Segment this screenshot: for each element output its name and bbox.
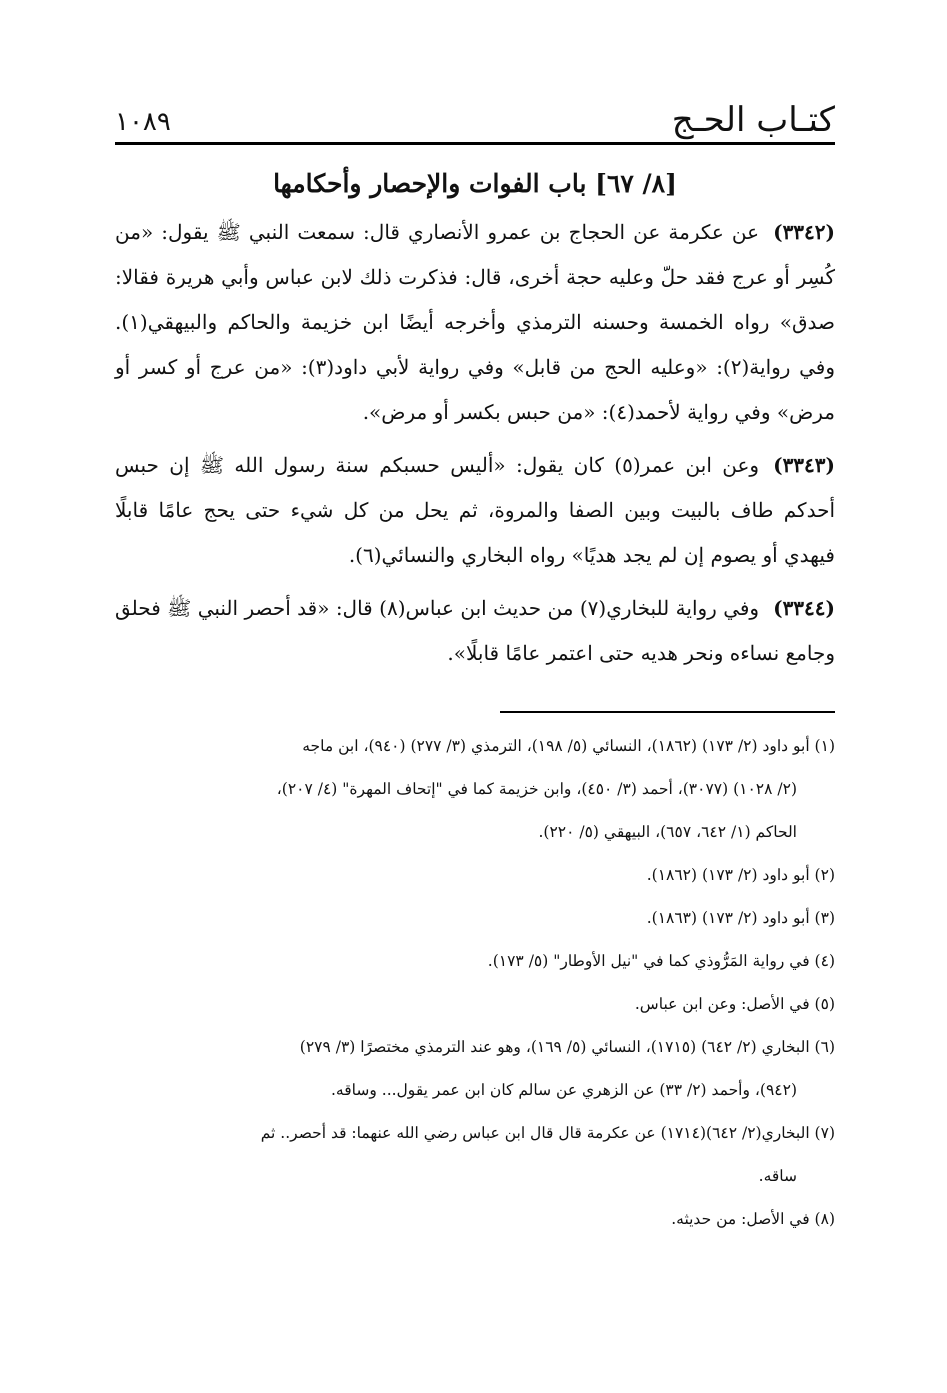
footnote-7 xyxy=(115,1112,835,1198)
hadith-3344 xyxy=(115,586,835,676)
footnote-6 xyxy=(115,1026,835,1112)
main-text xyxy=(115,210,835,684)
footnote-1 xyxy=(115,725,835,854)
footnote-line: (٨) في الأصل: من حديثه. xyxy=(671,1210,835,1228)
hadith-number: (٣٣٤٤) xyxy=(773,596,835,620)
footnote-line: (٣) أبو داود (٢/ ١٧٣) (١٨٦٣). xyxy=(646,909,835,927)
footnote-4 xyxy=(115,940,835,983)
footnote-line: (٩٤٢)، وأحمد (٢/ ٣٣) عن الزهري عن سالم كان ابن عمر يقول... وساقه. xyxy=(331,1081,797,1099)
footnote-line: (٢/ ١٠٢٨) (٣٠٧٧)، أحمد (٣/ ٤٥٠)، وابن خزيمة كما في "إتحاف المهرة" (٤/ ٢٠٧)، xyxy=(276,780,797,798)
footnote-separator xyxy=(500,711,835,713)
hadith-3343 xyxy=(115,443,835,578)
footnote-line: (٧) البخاري(٢/ ٦٤٢)(١٧١٤) عن عكرمة قال قال ابن عباس رضي الله عنهما: قد أحصر.. ثم xyxy=(260,1124,835,1142)
footnote-line: (١) أبو داود (٢/ ١٧٣) (١٨٦٢)، النسائي (٥/ ١٩٨)، الترمذي (٣/ ٢٧٧) (٩٤٠)، ابن ماجه xyxy=(302,737,835,755)
section-title: [٨/ ٦٧] باب الفوات والإحصار وأحكامها xyxy=(273,169,677,198)
footnote-line: (٥) في الأصل: وعن ابن عباس. xyxy=(634,995,835,1013)
header-rule xyxy=(115,142,835,145)
hadith-text: عن عكرمة عن الحجاج بن عمرو الأنصاري قال: سمعت النبي ﷺ يقول: «من كُسِر أو عرج فقد حلّ وعليه حجة أخرى، قال: فذكرت ذلك لابن عباس وأبي هريرة فقالا: صدق» رواه الخمسة وحسنه الترمذي وأخرجه أيضًا ابن خزيمة والحاكم والبيهقي(١). وفي رواية(٢): «وعليه الحج من قابل» وفي رواية لأبي داود(٣): «من عرج أو كسر أو مرض» وفي رواية لأحمد(٤): «من حبس بكسر أو مرض». xyxy=(115,220,835,424)
footnotes xyxy=(115,725,835,1241)
footnote-5 xyxy=(115,983,835,1026)
page-header xyxy=(115,100,835,144)
footnote-line: الحاكم (١/ ٦٤٢، ٦٥٧)، البيهقي (٥/ ٢٢٠). xyxy=(538,823,797,841)
footnote-line: (٤) في رواية المَرُّوذي كما في "نيل الأوطار" (٥/ ١٧٣). xyxy=(487,952,835,970)
footnote-8 xyxy=(115,1198,835,1241)
footnote-line: ساقه. xyxy=(758,1167,797,1185)
hadith-number: (٣٣٤٣) xyxy=(773,453,835,477)
hadith-text: وفي رواية للبخاري(٧) من حديث ابن عباس(٨) قال: «قد أحصر النبي ﷺ فحلق وجامع نساءه ونحر هديه حتى اعتمر عامًا قابلًا». xyxy=(115,596,835,665)
hadith-number: (٣٣٤٢) xyxy=(773,220,835,244)
footnote-line: (٦) البخاري (٢/ ٦٤٢) (١٧١٥)، النسائي (٥/ ١٦٩)، وهو عند الترمذي مختصرًا (٣/ ٢٧٩) xyxy=(299,1038,835,1056)
page-number: ١٠٨٩ xyxy=(115,107,171,137)
footnote-3 xyxy=(115,897,835,940)
footnote-line: (٢) أبو داود (٢/ ١٧٣) (١٨٦٢). xyxy=(646,866,835,884)
footnote-2 xyxy=(115,854,835,897)
running-title: كتـاب الحـج xyxy=(671,100,835,140)
hadith-text: وعن ابن عمر(٥) كان يقول: «أليس حسبكم سنة رسول الله ﷺ إن حبس أحدكم طاف بالبيت وبين الصفا والمروة، ثم يحل من كل شيء حتى يحج عامًا قابلًا فيهدي أو يصوم إن لم يجد هديًا» رواه البخاري والنسائي(٦). xyxy=(115,453,835,567)
hadith-3342 xyxy=(115,210,835,435)
